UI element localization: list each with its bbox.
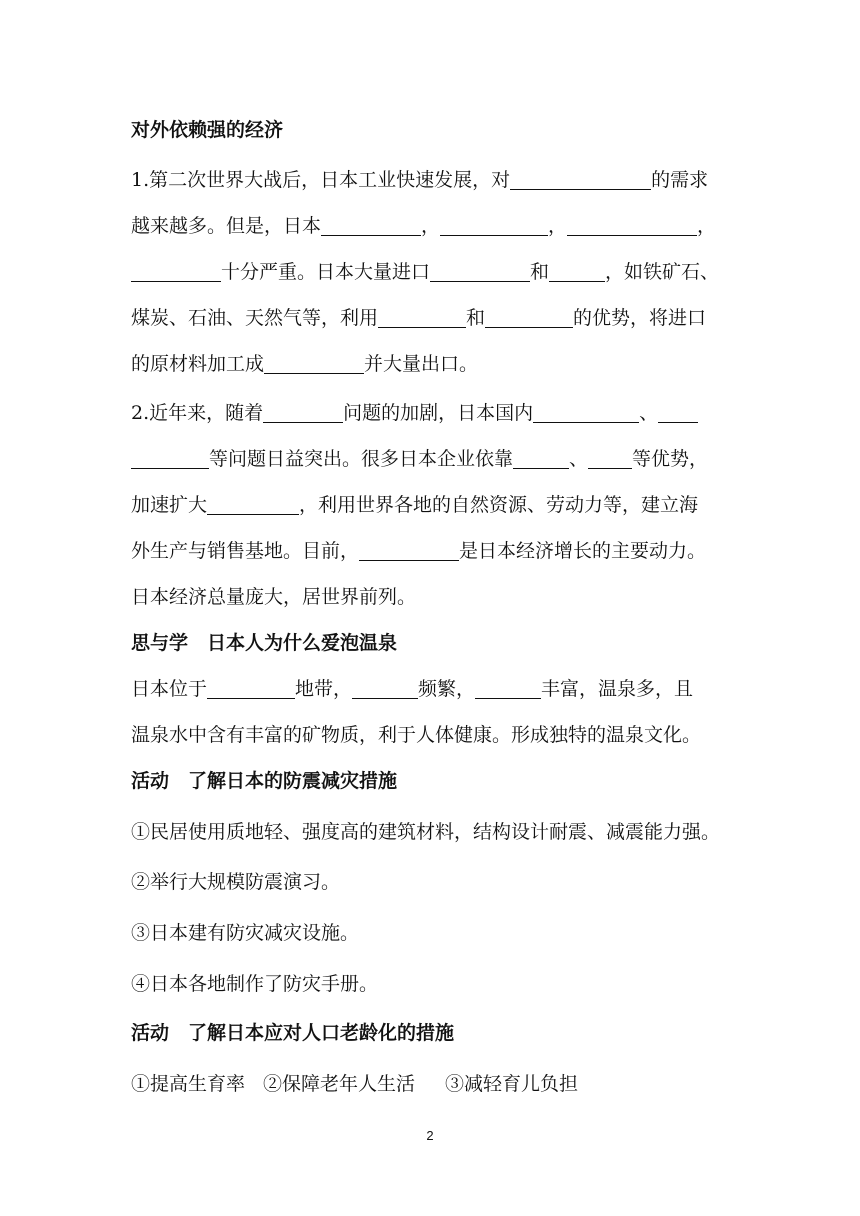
quake-item-1: ①民居使用质地轻、强度高的建筑材料，结构设计耐震、减震能力强。 [131, 821, 721, 843]
aging-item-2: ②保障老年人生活 [263, 1073, 416, 1095]
blank [430, 261, 530, 282]
p3-line-1: 日本位于 地带， 频繁， 丰富，温泉多，且 [131, 678, 694, 700]
p1-line-4: 煤炭、石油、天然气等，利用 和 的优势，将进口 [131, 307, 707, 329]
heading-aging-activity: 活动 了解日本应对人口老龄化的措施 [131, 1022, 455, 1044]
p1-line-2: 越来越多。但是，日本 ， ， ， [131, 215, 717, 237]
p1-line-3: 十分严重。日本大量进口 和 ，如铁矿石、 [131, 259, 731, 285]
p2-line-1: 2.近年来，随着 问题的加剧，日本国内 、 [131, 400, 731, 426]
blank [207, 678, 295, 699]
aging-item-3: ③减轻育儿负担 [445, 1073, 579, 1095]
p2-line-4: 外生产与销售基地。目前， 是日本经济增长的主要动力。 [131, 540, 707, 562]
blank [131, 448, 209, 469]
heading-earthquake-activity: 活动 了解日本的防震减灾措施 [131, 770, 398, 792]
blank [475, 678, 541, 699]
page-number: 2 [426, 1128, 434, 1143]
blank [359, 540, 459, 561]
heading-hot-springs: 思与学 日本人为什么爱泡温泉 [131, 632, 398, 654]
blank [567, 215, 697, 236]
blank [549, 261, 605, 282]
blank [131, 261, 221, 282]
p2-line-3: 加速扩大 ，利用世界各地的自然资源、劳动力等，建立海 [131, 494, 699, 516]
blank [513, 448, 569, 469]
blank [352, 678, 418, 699]
blank [378, 307, 466, 328]
blank [440, 215, 548, 236]
p2-line-2: 等问题日益突出。很多日本企业依靠 、 等优势， [131, 446, 731, 472]
quake-item-2: ②举行大规模防震演习。 [131, 871, 341, 893]
aging-item-1: ①提高生育率 [131, 1073, 246, 1095]
p2-line-5: 日本经济总量庞大，居世界前列。 [131, 586, 417, 608]
heading-economy: 对外依赖强的经济 [131, 119, 284, 141]
blank [263, 402, 343, 423]
blank [510, 169, 651, 190]
p1-line-5: 的原材料加工成 并大量出口。 [131, 353, 479, 375]
blank [533, 402, 639, 423]
blank [321, 215, 421, 236]
blank [588, 448, 632, 469]
aging-measures [131, 1071, 731, 1097]
blank [658, 402, 698, 423]
blank [264, 353, 364, 374]
p1-line-1: 1.第二次世界大战后，日本工业快速发展，对 的需求 [131, 169, 709, 191]
blank [485, 307, 573, 328]
quake-item-3: ③日本建有防灾减灾设施。 [131, 922, 360, 944]
p3-line-2: 温泉水中含有丰富的矿物质，利于人体健康。形成独特的温泉文化。 [131, 724, 702, 746]
blank [207, 494, 299, 515]
quake-item-4: ④日本各地制作了防灾手册。 [131, 973, 379, 995]
